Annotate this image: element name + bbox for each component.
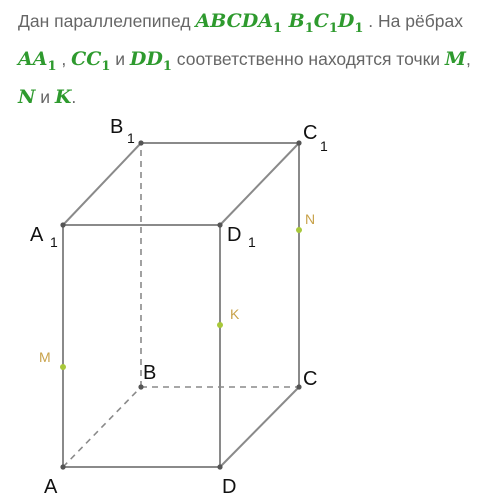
vertex-d1 (217, 222, 222, 227)
label-b: B (143, 362, 157, 384)
solid-name-subscript: 1 (272, 20, 282, 36)
vertex-b1 (138, 140, 143, 145)
point-k-dot (217, 322, 223, 328)
solid-name-part: D (337, 10, 355, 32)
edge-name: DD (129, 47, 163, 70)
solid-name-part: ABCDA (195, 10, 273, 32)
point-m-dot (60, 364, 66, 370)
text-and: и (110, 48, 130, 69)
text-points-located: соответственно находятся точки (171, 48, 445, 69)
separator: , (465, 48, 471, 69)
label-k: K (230, 306, 240, 322)
edge-subscript: 1 (162, 58, 172, 74)
vertex-d (217, 464, 222, 469)
edge-name: AA (18, 47, 48, 70)
solid-name-part: B (288, 10, 305, 32)
edge-a1-b1 (63, 143, 141, 225)
solid-name-subscript: 1 (304, 20, 314, 36)
label-n: N (305, 211, 316, 227)
vertex-c (296, 384, 301, 389)
label-b1-subscript: 1 (127, 130, 135, 146)
vertex-a1 (60, 222, 65, 227)
label-c1-subscript: 1 (320, 138, 328, 154)
text-period: . (71, 86, 77, 107)
edge-name: CC (71, 47, 102, 70)
label-c1: C (303, 122, 318, 144)
solid-name-subscript: 1 (328, 20, 338, 36)
text-intro: Дан параллелепипед (18, 11, 196, 31)
point-n-name: N (18, 85, 36, 108)
label-d1-subscript: 1 (248, 234, 256, 250)
label-m: M (39, 349, 51, 365)
vertex-a (60, 464, 65, 469)
point-n-dot (296, 227, 302, 233)
edge-d-c (220, 387, 299, 467)
edge-subscript: 1 (47, 58, 57, 74)
label-d1: D (227, 224, 242, 246)
label-d: D (222, 476, 237, 498)
point-m-name: M (444, 47, 466, 70)
label-c: C (303, 368, 318, 390)
hidden-edge-a-b (63, 387, 141, 467)
point-k-name: K (54, 85, 72, 108)
text-on-edges: . На рёбрах (363, 11, 463, 31)
label-b1: B (110, 116, 124, 138)
label-a1: A (30, 224, 44, 246)
separator: , (56, 48, 72, 69)
edge-d1-c1 (220, 143, 299, 225)
solid-name-part: C (313, 10, 329, 32)
edge-subscript: 1 (101, 58, 111, 74)
vertex-c1 (296, 140, 301, 145)
text-and: и (35, 86, 55, 107)
label-a: A (44, 476, 58, 498)
solid-name-subscript: 1 (354, 20, 364, 36)
label-a1-subscript: 1 (50, 234, 58, 250)
vertex-b (138, 384, 143, 389)
